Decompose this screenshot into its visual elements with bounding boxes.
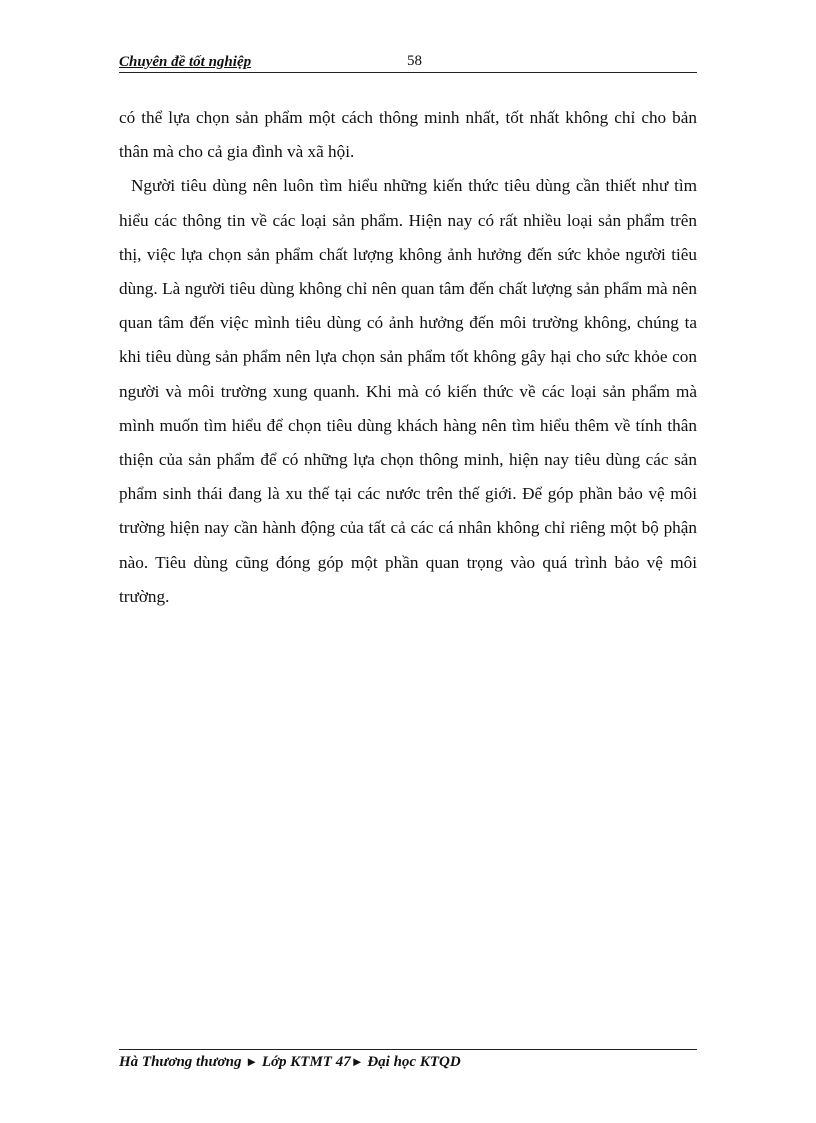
- footer-arrow-icon: ►: [350, 1054, 364, 1069]
- footer-arrow-icon: ►: [245, 1054, 259, 1069]
- body-text: [119, 101, 697, 614]
- page-number: 58: [407, 53, 422, 69]
- page-footer: [119, 1049, 697, 1071]
- paragraph-continuation: có thể lựa chọn sản phẩm một cách thông minh nhất, tốt nhất không chỉ cho bản thân mà cho cả gia đình và xã hội.: [119, 108, 697, 162]
- page-header: [119, 52, 697, 73]
- footer-university: Đại học KTQD: [367, 1054, 461, 1070]
- footer-author: Hà Thương thương: [119, 1054, 242, 1070]
- footer-class: Lớp KTMT 47: [261, 1054, 351, 1070]
- header-title: Chuyên đề tốt nghiệp: [119, 54, 252, 70]
- paragraph-consumer-knowledge: Người tiêu dùng nên luôn tìm hiểu những kiến thức tiêu dùng cần thiết như tìm hiểu các thông tin về các loại sản phẩm. Hiện nay có rất nhiều loại sản phẩm trên thị, việc lựa chọn sản phẩm chất lượng không ảnh hưởng đến sức khỏe người tiêu dùng. Là người tiêu dùng không chỉ nên quan tâm đến chất lượng sản phẩm mà nên quan tâm đến việc mình tiêu dùng có ảnh hưởng đến môi trường không, chúng ta khi tiêu dùng sản phẩm nên lựa chọn sản phẩm tốt không gây hại cho sức khỏe con người và môi trường xung quanh. Khi mà có kiến thức về các loại sản phẩm mà mình muốn tìm hiểu để chọn tiêu dùng khách hàng nên tìm hiểu thêm về tính thân thiện của sản phẩm để có những lựa chọn thông minh, hiện nay tiêu dùng các sản phẩm sinh thái đang là xu thế tại các nước trên thế giới. Để góp phần bảo vệ môi trường hiện nay cần hành động của tất cả các cá nhân không chỉ riêng một bộ phận nào. Tiêu dùng cũng đóng góp một phần quan trọng vào quá trình bảo vệ môi trường.: [119, 176, 697, 606]
